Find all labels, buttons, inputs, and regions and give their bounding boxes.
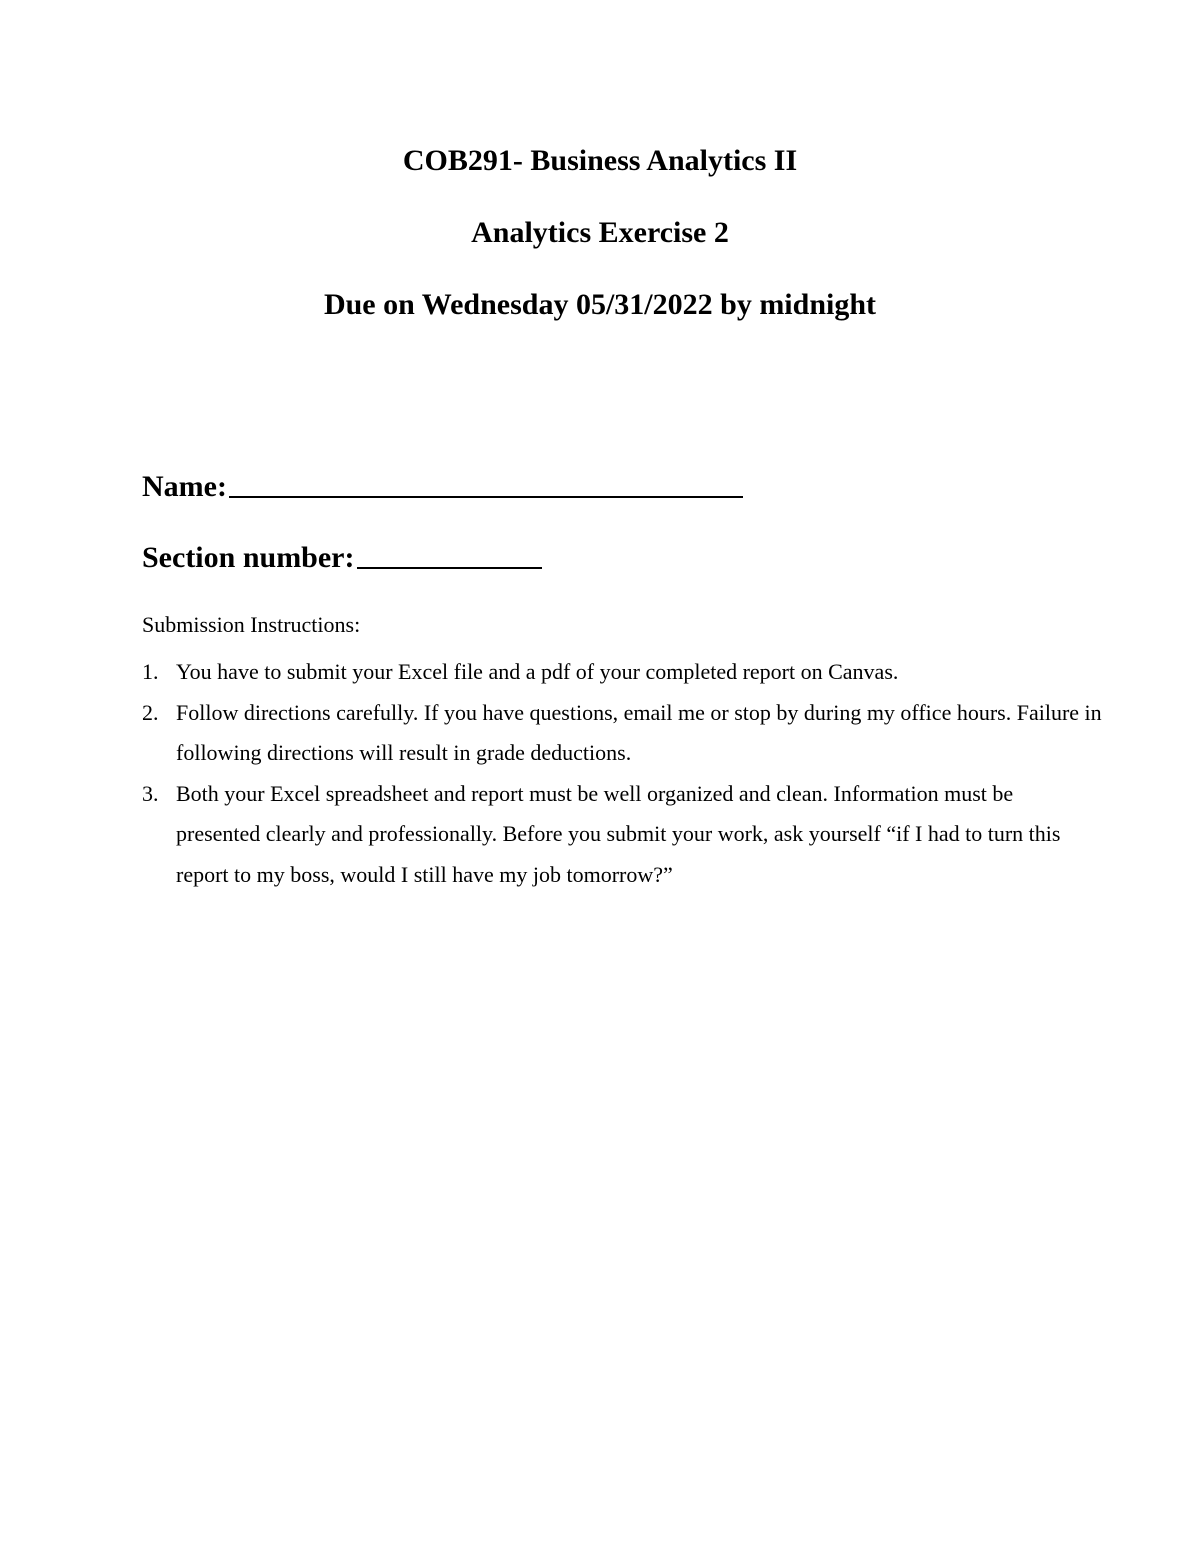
section-number-field [142,539,542,576]
instruction-number: 3. [142,780,159,806]
instruction-number: 1. [142,659,159,684]
instruction-item [142,774,1102,896]
instruction-item [142,693,1102,774]
section-number-blank-line [357,541,542,569]
instruction-text: Follow directions carefully. If you have questions, email me or stop by during my office hours. Failure in following directions will result in grade deductions. [176,699,1102,765]
name-label: Name: [142,470,227,503]
instruction-item [142,652,1102,693]
section-number-label: Section number: [142,541,355,574]
instruction-text: Both your Excel spreadsheet and report must be well organized and clean. Information must be presented clearly and professionally. Before you submit your work, ask yourself “if I had to turn this report to my boss, would I still have my job tomorrow?” [176,780,1061,887]
instructions-list [142,652,1102,895]
instructions-heading: Submission Instructions: [142,612,361,637]
instruction-number: 2. [142,699,159,725]
course-title: COB291- Business Analytics II [402,144,798,177]
instruction-text: You have to submit your Excel file and a pdf of your completed report on Canvas. [176,659,899,684]
exercise-title: Analytics Exercise 2 [471,216,729,249]
name-blank-line [229,470,743,498]
name-field [142,468,743,505]
due-date-line: Due on Wednesday 05/31/2022 by midnight [323,288,877,321]
